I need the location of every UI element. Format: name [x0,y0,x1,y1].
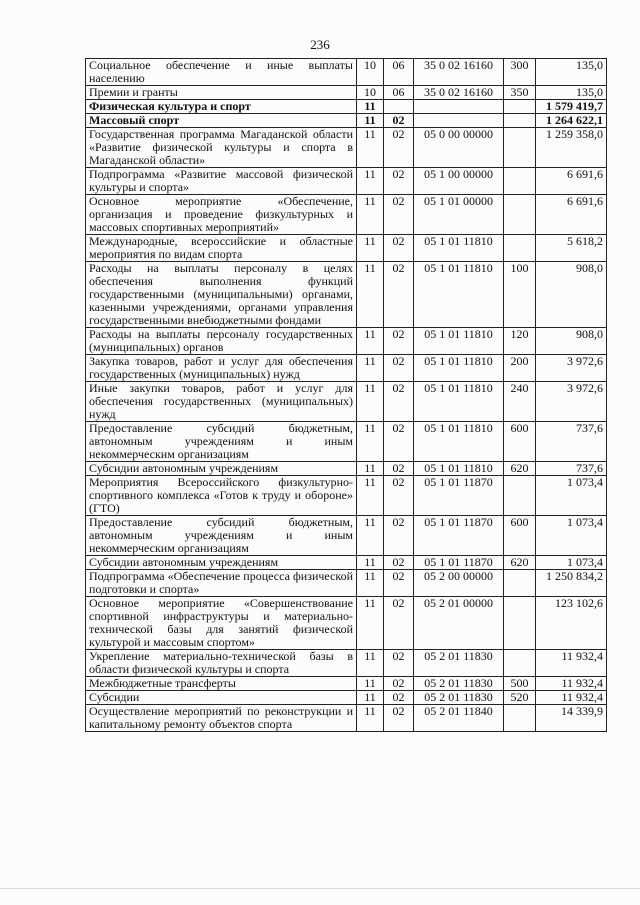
table-row [86,570,607,597]
row-section-cell: 11 [357,235,384,262]
row-program-code-cell [414,114,504,128]
row-amount-cell: 1 259 358,0 [536,128,607,168]
row-name-cell: Предоставление субсидий бюджетным, автономным учреждениям и иным некоммерческим организациям [86,516,357,556]
row-name-cell: Расходы на выплаты персоналу государственных (муниципальных) органов [86,328,357,355]
row-amount-cell: 123 102,6 [536,597,607,650]
row-name-cell: Международные, всероссийские и областные мероприятия по видам спорта [86,235,357,262]
row-subsection-cell: 02 [384,355,414,382]
budget-table [85,58,607,732]
table-row [86,262,607,328]
row-expense-type-cell [504,597,536,650]
table-row [86,59,607,86]
row-section-cell: 11 [357,128,384,168]
row-program-code-cell: 35 0 02 16160 [414,86,504,100]
row-amount-cell: 908,0 [536,262,607,328]
row-expense-type-cell: 520 [504,691,536,705]
row-subsection-cell: 02 [384,195,414,235]
row-section-cell: 11 [357,328,384,355]
row-subsection-cell: 02 [384,597,414,650]
row-subsection-cell: 02 [384,677,414,691]
row-name-cell: Премии и гранты [86,86,357,100]
row-subsection-cell: 06 [384,59,414,86]
row-name-cell: Укрепление материально-технической базы в области физической культуры и спорта [86,650,357,677]
row-subsection-cell: 02 [384,328,414,355]
row-section-cell: 11 [357,262,384,328]
row-program-code-cell: 05 1 01 11810 [414,462,504,476]
row-section-cell: 11 [357,556,384,570]
row-program-code-cell: 05 1 01 11810 [414,235,504,262]
row-subsection-cell [384,100,414,114]
row-expense-type-cell: 600 [504,422,536,462]
row-amount-cell: 14 339,9 [536,705,607,732]
table-row [86,677,607,691]
row-section-cell: 11 [357,114,384,128]
row-name-cell: Предоставление субсидий бюджетным, автономным учреждениям и иным некоммерческим организациям [86,422,357,462]
row-section-cell: 11 [357,570,384,597]
row-expense-type-cell: 300 [504,59,536,86]
row-subsection-cell: 02 [384,556,414,570]
row-section-cell: 11 [357,516,384,556]
table-row [86,114,607,128]
row-program-code-cell [414,100,504,114]
row-section-cell: 10 [357,59,384,86]
row-amount-cell: 5 618,2 [536,235,607,262]
row-subsection-cell: 02 [384,382,414,422]
row-amount-cell: 1 250 834,2 [536,570,607,597]
row-amount-cell: 1 073,4 [536,556,607,570]
row-section-cell: 11 [357,476,384,516]
row-subsection-cell: 02 [384,691,414,705]
row-name-cell: Подпрограмма «Обеспечение процесса физической подготовки и спорта» [86,570,357,597]
table-row [86,705,607,732]
row-subsection-cell: 02 [384,262,414,328]
row-amount-cell: 1 073,4 [536,516,607,556]
row-program-code-cell: 05 1 01 11810 [414,328,504,355]
row-subsection-cell: 02 [384,128,414,168]
row-expense-type-cell [504,705,536,732]
row-expense-type-cell: 620 [504,462,536,476]
row-section-cell: 11 [357,382,384,422]
table-row [86,650,607,677]
row-amount-cell: 11 932,4 [536,691,607,705]
row-expense-type-cell [504,128,536,168]
row-expense-type-cell: 200 [504,355,536,382]
row-name-cell: Субсидии автономным учреждениям [86,556,357,570]
row-program-code-cell: 05 1 00 00000 [414,168,504,195]
row-name-cell: Субсидии [86,691,357,705]
page-number: 236 [310,37,330,52]
row-program-code-cell: 05 2 01 00000 [414,597,504,650]
row-name-cell: Расходы на выплаты персоналу в целях обеспечения выполнения функций государственными (муниципальными) органами, казенными учреждениями, органами управления государственными внебюджетными фондами [86,262,357,328]
row-name-cell: Мероприятия Всероссийского физкультурно-спортивного комплекса «Готов к труду и обороне» (ГТО) [86,476,357,516]
row-amount-cell: 737,6 [536,462,607,476]
row-program-code-cell: 05 1 01 11810 [414,262,504,328]
row-subsection-cell: 02 [384,422,414,462]
row-section-cell: 11 [357,597,384,650]
row-program-code-cell: 05 1 01 11810 [414,422,504,462]
row-amount-cell: 1 579 419,7 [536,100,607,114]
row-subsection-cell: 06 [384,86,414,100]
table-row [86,462,607,476]
table-row [86,100,607,114]
table-row [86,516,607,556]
row-subsection-cell: 02 [384,705,414,732]
row-subsection-cell: 02 [384,476,414,516]
row-program-code-cell: 05 2 01 11840 [414,705,504,732]
table-row [86,168,607,195]
row-name-cell: Государственная программа Магаданской области «Развитие физической культуры и спорта в Магаданской области» [86,128,357,168]
row-program-code-cell: 05 1 01 00000 [414,195,504,235]
table-row [86,597,607,650]
row-section-cell: 11 [357,705,384,732]
row-section-cell: 11 [357,422,384,462]
row-expense-type-cell [504,570,536,597]
table-row [86,235,607,262]
row-expense-type-cell: 350 [504,86,536,100]
row-subsection-cell: 02 [384,570,414,597]
table-row [86,86,607,100]
row-name-cell: Осуществление мероприятий по реконструкции и капитальному ремонту объектов спорта [86,705,357,732]
row-section-cell: 11 [357,168,384,195]
row-subsection-cell: 02 [384,516,414,556]
row-amount-cell: 3 972,6 [536,382,607,422]
row-amount-cell: 1 264 622,1 [536,114,607,128]
row-program-code-cell: 05 2 01 11830 [414,691,504,705]
row-name-cell: Субсидии автономным учреждениям [86,462,357,476]
row-program-code-cell: 05 2 01 11830 [414,650,504,677]
row-name-cell: Межбюджетные трансферты [86,677,357,691]
row-expense-type-cell [504,235,536,262]
table-row [86,691,607,705]
row-subsection-cell: 02 [384,235,414,262]
row-amount-cell: 737,6 [536,422,607,462]
row-subsection-cell: 02 [384,168,414,195]
row-amount-cell: 135,0 [536,86,607,100]
row-expense-type-cell: 100 [504,262,536,328]
row-program-code-cell: 05 2 00 00000 [414,570,504,597]
table-row [86,128,607,168]
row-name-cell: Основное мероприятие «Обеспечение, организация и проведение физкультурных и массовых спортивных мероприятий» [86,195,357,235]
row-expense-type-cell: 120 [504,328,536,355]
table-row [86,476,607,516]
table-row [86,355,607,382]
row-expense-type-cell [504,476,536,516]
row-subsection-cell: 02 [384,114,414,128]
row-program-code-cell: 05 1 01 11810 [414,382,504,422]
row-program-code-cell: 05 0 00 00000 [414,128,504,168]
row-name-cell: Иные закупки товаров, работ и услуг для обеспечения государственных (муниципальных) нужд [86,382,357,422]
row-name-cell: Основное мероприятие «Совершенствование спортивной инфраструктуры и материально-технической базы для занятий физической культурой и массовым спортом» [86,597,357,650]
row-name-cell: Физическая культура и спорт [86,100,357,114]
table-row [86,422,607,462]
row-expense-type-cell: 500 [504,677,536,691]
row-expense-type-cell: 240 [504,382,536,422]
row-amount-cell: 135,0 [536,59,607,86]
table-row [86,556,607,570]
row-subsection-cell: 02 [384,650,414,677]
row-program-code-cell: 05 2 01 11830 [414,677,504,691]
row-expense-type-cell [504,195,536,235]
row-section-cell: 11 [357,650,384,677]
row-section-cell: 11 [357,677,384,691]
row-expense-type-cell: 600 [504,516,536,556]
row-program-code-cell: 05 1 01 11870 [414,556,504,570]
row-name-cell: Социальное обеспечение и иные выплаты населению [86,59,357,86]
row-name-cell: Подпрограмма «Развитие массовой физической культуры и спорта» [86,168,357,195]
row-amount-cell: 1 073,4 [536,476,607,516]
row-expense-type-cell [504,168,536,195]
scan-edge-line [0,888,640,889]
row-subsection-cell: 02 [384,462,414,476]
row-program-code-cell: 05 1 01 11810 [414,355,504,382]
row-program-code-cell: 05 1 01 11870 [414,516,504,556]
row-amount-cell: 908,0 [536,328,607,355]
row-program-code-cell: 35 0 02 16160 [414,59,504,86]
row-amount-cell: 3 972,6 [536,355,607,382]
table-row [86,195,607,235]
row-section-cell: 11 [357,355,384,382]
table-row [86,328,607,355]
row-expense-type-cell [504,100,536,114]
row-expense-type-cell: 620 [504,556,536,570]
row-expense-type-cell [504,650,536,677]
table-row [86,382,607,422]
row-amount-cell: 11 932,4 [536,677,607,691]
row-name-cell: Закупка товаров, работ и услуг для обеспечения государственных (муниципальных) нужд [86,355,357,382]
row-section-cell: 11 [357,462,384,476]
row-expense-type-cell [504,114,536,128]
row-section-cell: 11 [357,100,384,114]
budget-table-body [86,59,607,732]
row-program-code-cell: 05 1 01 11870 [414,476,504,516]
row-section-cell: 11 [357,195,384,235]
row-name-cell: Массовый спорт [86,114,357,128]
row-section-cell: 10 [357,86,384,100]
row-section-cell: 11 [357,691,384,705]
row-amount-cell: 6 691,6 [536,195,607,235]
row-amount-cell: 6 691,6 [536,168,607,195]
row-amount-cell: 11 932,4 [536,650,607,677]
